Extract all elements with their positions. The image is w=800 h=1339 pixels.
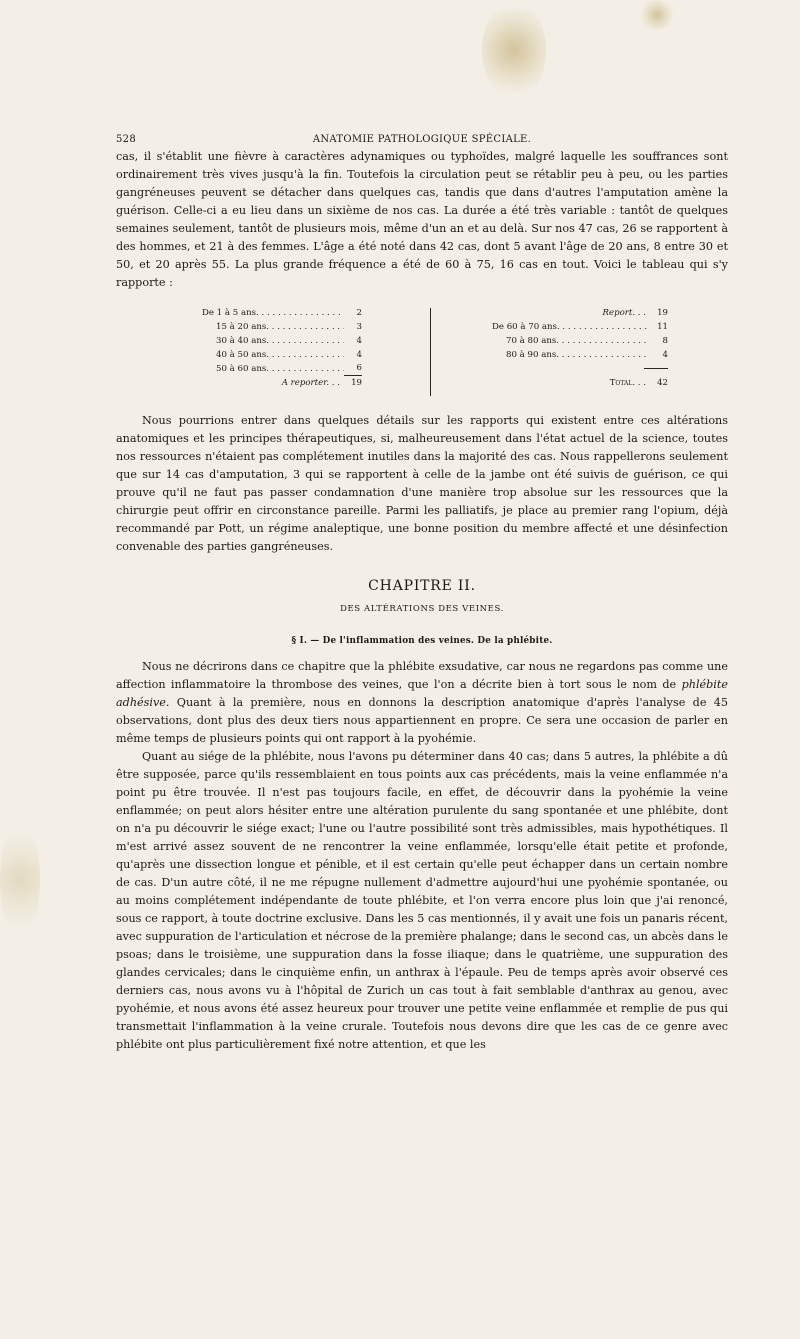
age-table-right-column [492,306,668,390]
paragraph-4: Quant au siége de la phlébite, nous l'avons pu déterminer dans 40 cas; dans 5 autres, la phlébite a dû être supposée, parce qu'ils ressemblaient en tous points aux cas précédents, mais la veine enflammée n'a point pu être trouvée. Il n'est pas toujours facile, en effet, de découvrir dans la pyohémie la veine enflammée; on peut alors hésiter entre une altération purulente du sang spontanée et une phlébite, dont on n'a pu découvrir le siége exact; l'une ou l'autre possibilité sont très admissibles, mais hypothétiques. Il m'est arrivé assez souvent de ne rencontrer la veine enflammée, lorsqu'elle était petite et profonde, qu'après une dissection longue et pénible, et il est certain qu'elle peut échapper dans un certain nombre de cas. D'un autre côté, il ne me répugne nullement d'admettre aujourd'hui une pyohémie spontanée, ou au moins complétement indépendante de toute phlébite, et l'on verra encore plus loin que j'ai renoncé, sous ce rapport, à toute doctrine exclusive. Dans les 5 cas mentionnés, il y avait une fois un panaris récent, avec suppuration de l'articulation et nécrose de la première phalange; dans le second cas, un abcès dans le psoas; dans le troisième, une suppuration dans la fosse iliaque; dans le quatrième, une suppuration des glandes cervicales; dans le cinquième enfin, un anthrax à l'épaule. Peu de temps après avoir observé ces derniers cas, nous avons vu à l'hôpital de Zurich un cas tout à fait semblable d'anthrax au genou, avec pyohémie, et nous avons été assez heureux pour trouver une petite veine enflammée et remplie de pus qui transmettait l'inflammation à la veine crurale. Toutefois nous devons dire que les cas de ce genre avec phlébite ont plus particulièrement fixé notre attention, et que les [116,750,728,1051]
carry-row: Report. . . 19 [602,308,668,318]
paragraph-1: cas, il s'établit une fièvre à caractères adynamiques ou typhoïdes, malgré laquelle les souffrances sont ordinairement très vives jusqu'à la fin. Toutefois la circulation peut se rétablir peu à peu, ou les parties gangréneuses peuvent se détacher dans quelques cas, tandis que dans d'autres l'amputation amène la guérison. Celle-ci a eu lieu dans un sixième de nos cas. La durée a été très variable : tantôt de quelques semaines seulement, tantôt de plusieurs mois, même d'un an et au delà. Sur nos 47 cas, 26 se rapportent à des hommes, et 21 à des femmes. L'âge a été noté dans 42 cas, dont 5 avant l'âge de 20 ans, 8 entre 30 et 50, et 20 après 55. La plus grande fréquence a été de 60 à 75, 16 cas en tout. Voici le tableau qui s'y rapporte : [116,150,728,289]
paper-stain [0,820,40,940]
total-row: Total. . . 42 [609,378,668,388]
paragraph-3: Nous ne décrirons dans ce chapitre que la phlébite exsudative, car nous ne regardons pas comme une affection inflammatoire la thrombose des veines, que l'on a décrite bien à tort sous le nom de phlébite adhésive. Quant à la première, nous en donnons la description anatomique d'après l'analyse de 45 observations, dont plus des deux tiers nous appartiennent en propre. Ce sera une occasion de parler en même temps de plusieurs points qui ont rapport à la pyohémie. [116,660,728,745]
table-row: 30 à 40 ans . . . 4 [202,334,362,348]
column-divider [430,308,431,396]
age-table [116,306,728,404]
table-row: De 1 à 5 ans . . . 2 [202,306,362,320]
chapter-title: CHAPITRE II. [368,578,476,594]
table-row: 80 à 90 ans . . . 4 [492,348,668,362]
table-row: 50 à 60 ans . . . 6 [202,362,362,376]
table-row: 15 à 20 ans . . . 3 [202,320,362,334]
paper-stain [640,0,674,30]
subtotal-row: A reporter. . . 19 [281,378,362,388]
table-row: 70 à 80 ans . . . 8 [492,334,668,348]
table-row: De 60 à 70 ans . . . 11 [492,320,668,334]
running-head [116,134,728,148]
running-title: ANATOMIE PATHOLOGIQUE SPÉCIALE. [312,134,532,145]
chapter-subtitle: DES ALTÉRATIONS DES VEINES. [340,604,504,614]
age-table-left-column [202,306,362,390]
section-heading: § I. — De l'inflammation des veines. De la phlébite. [291,636,553,646]
paragraph-2: Nous pourrions entrer dans quelques détails sur les rapports qui existent entre ces altérations anatomiques et les principes thérapeutiques, si, malheureusement dans l'état actuel de la science, toutes nos ressources n'étaient pas complétement inutiles dans la majorité des cas. Nous rappellerons seulement que sur 14 cas d'amputation, 3 qui se rapportent à celle de la jambe ont été suivis de guérison, ce qui prouve qu'il ne faut pas passer condamnation d'une manière trop absolue sur les ressources que la chirurgie peut offrir en circonstance pareille. Parmi les palliatifs, je place au premier rang l'opium, déjà recommandé par Pott, un régime analeptique, une bonne position du membre affecté et une désinfection convenable des parties gangréneuses. [116,414,728,553]
book-page [116,134,728,1054]
table-row: 40 à 50 ans . . . 4 [202,348,362,362]
italic-term: phlébite adhésive [116,678,728,709]
page-number: 528 [116,134,136,145]
total-rule [644,368,668,376]
paper-stain [482,0,546,100]
